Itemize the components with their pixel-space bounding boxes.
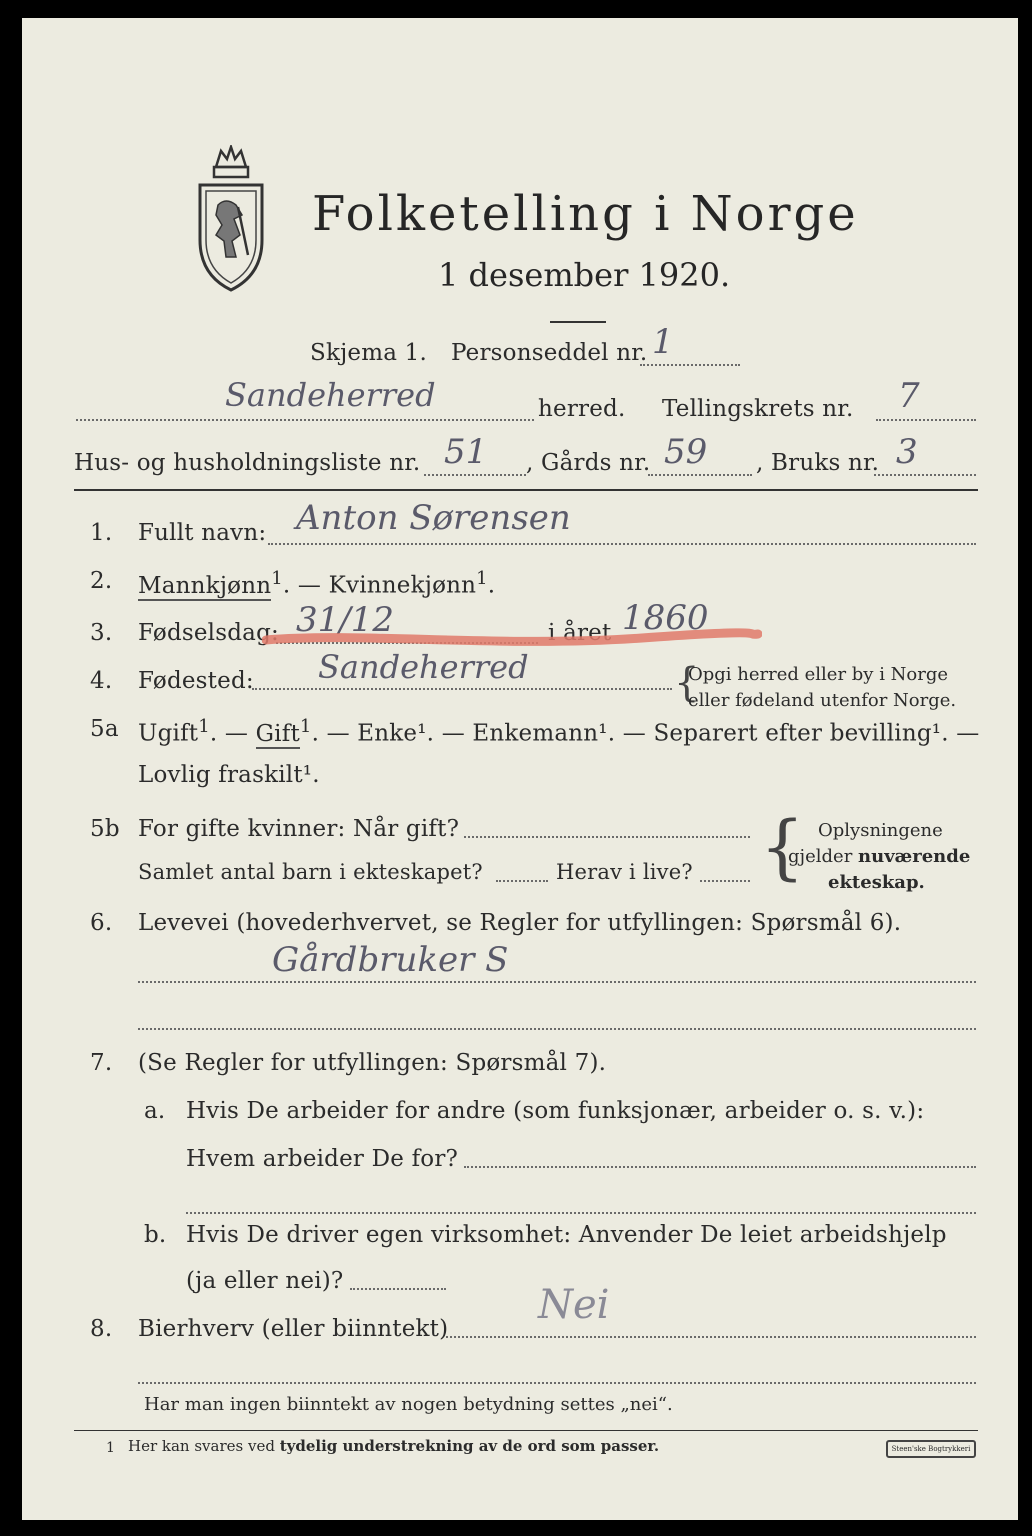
- tellingskrets-label: Tellingskrets nr.: [662, 396, 854, 422]
- q5b-brace: {: [760, 806, 805, 888]
- q3-birthday-value[interactable]: 31/12: [296, 600, 394, 640]
- q5b-children-field[interactable]: [496, 880, 548, 882]
- q5a-line2[interactable]: Lovlig fraskilt¹.: [138, 762, 320, 788]
- q4-birthplace-value[interactable]: Sandeherred: [318, 648, 529, 686]
- title-divider: [550, 321, 606, 323]
- hus-value[interactable]: 51: [444, 432, 488, 472]
- q5b-note-line3: ekteskap.: [828, 872, 925, 893]
- bruks-field[interactable]: [874, 474, 976, 476]
- herred-field[interactable]: [76, 419, 534, 421]
- footnote-text-plain: Her kan svares ved: [128, 1437, 275, 1455]
- q2-sup-1: 1: [271, 568, 283, 589]
- q5b-children-label: Samlet antal barn i ekteskapet?: [138, 860, 483, 884]
- footer-rule: [74, 1430, 978, 1431]
- q5a-ugift[interactable]: Ugift: [138, 720, 199, 747]
- q5a-sup: 1: [198, 716, 210, 737]
- q5b-note-line1: Oplysningene: [818, 820, 943, 841]
- q7-number: 7.: [90, 1050, 113, 1076]
- q8-number: 8.: [90, 1316, 113, 1342]
- q5b-married-field[interactable]: [464, 836, 750, 838]
- q3-label: Fødselsdag:: [138, 620, 279, 646]
- q5a-sup-2: 1: [299, 716, 312, 737]
- q7b-line2: (ja eller nei)?: [186, 1268, 344, 1294]
- q7b-letter: b.: [144, 1222, 167, 1248]
- q3-year-value[interactable]: 1860: [622, 598, 709, 638]
- q5b-alive-label: Herav i live?: [556, 860, 693, 884]
- footnote-number: 1: [106, 1440, 115, 1456]
- tellingskrets-field[interactable]: [876, 419, 976, 421]
- q2-options[interactable]: [138, 568, 495, 599]
- q2-end: .: [487, 572, 496, 599]
- q4-number: 4.: [90, 668, 113, 694]
- tellingskrets-value[interactable]: 7: [898, 376, 920, 416]
- personseddel-field[interactable]: [640, 364, 740, 366]
- bruks-value[interactable]: 3: [896, 432, 918, 472]
- q1-name-field[interactable]: [268, 543, 976, 545]
- q2-number: 2.: [90, 568, 113, 594]
- q2-sup-2: 1: [476, 568, 488, 589]
- q4-note-line1: Opgi herred eller by i Norge: [688, 664, 949, 685]
- q6-number: 6.: [90, 910, 113, 936]
- herred-value[interactable]: Sandeherred: [225, 376, 436, 414]
- q7a-employer-field[interactable]: [464, 1166, 976, 1168]
- footnote-text-bold: tydelig understrekning av de ord som passer.: [279, 1437, 660, 1455]
- gards-label: , Gårds nr.: [526, 450, 651, 476]
- q5b-alive-field[interactable]: [700, 880, 750, 882]
- footer-note: Har man ingen biinntekt av nogen betydning settes „nei“.: [144, 1394, 673, 1415]
- herred-label: herred.: [538, 396, 626, 422]
- skjema-label: Skjema 1.: [310, 340, 428, 366]
- gards-value[interactable]: 59: [664, 432, 708, 472]
- q7b-answer-value[interactable]: Nei: [538, 1282, 610, 1328]
- q2-kvinnekjonn[interactable]: Kvinnekjønn: [328, 572, 477, 599]
- q8-field-2[interactable]: [138, 1382, 976, 1384]
- q7a-letter: a.: [144, 1098, 166, 1124]
- q5b-note-bold: nuværende: [858, 846, 971, 867]
- personseddel-label: Personseddel nr.: [451, 340, 648, 366]
- q5b-married-label: For gifte kvinner: Når gift?: [138, 816, 460, 842]
- q3-number: 3.: [90, 620, 113, 646]
- q7a-line2: Hvem arbeider De for?: [186, 1146, 459, 1172]
- printer-stamp-text: Steen'ske Bogtrykkeri: [891, 1445, 971, 1453]
- q1-name-value[interactable]: Anton Sørensen: [296, 498, 571, 538]
- q7-label: (Se Regler for utfyllingen: Spørsmål 7).: [138, 1050, 607, 1076]
- q8-label: Bierhverv (eller biinntekt): [138, 1316, 449, 1342]
- bruks-label: , Bruks nr.: [756, 450, 880, 476]
- q3-year-label: i året: [548, 620, 612, 646]
- q7a-line1: Hvis De arbeider for andre (som funksjonær, arbeider o. s. v.):: [186, 1098, 925, 1124]
- q7a-employer-field-2[interactable]: [186, 1212, 976, 1214]
- q6-occupation-value[interactable]: Gårdbruker S: [272, 940, 509, 980]
- q6-occupation-field-1[interactable]: [138, 981, 976, 983]
- q7b-line1: Hvis De driver egen virksomhet: Anvender De leiet arbeidshjelp: [186, 1222, 947, 1248]
- q2-sep: . —: [282, 572, 329, 599]
- q5b-note-line2: [788, 846, 970, 867]
- q4-note-line2: eller fødeland utenfor Norge.: [688, 690, 957, 711]
- personseddel-value[interactable]: 1: [652, 322, 674, 362]
- footnote-text: [128, 1437, 659, 1455]
- q1-label: Fullt navn:: [138, 520, 267, 546]
- header-rule: [74, 489, 978, 491]
- q1-number: 1.: [90, 520, 113, 546]
- q5a-sep: . —: [209, 720, 256, 747]
- q8-field[interactable]: [446, 1336, 976, 1338]
- q5a-options[interactable]: [138, 716, 979, 747]
- printer-stamp: [886, 1440, 976, 1458]
- q6-label: Levevei (hovederhvervet, se Regler for utfyllingen: Spørsmål 6).: [138, 910, 902, 936]
- q5b-number: 5b: [90, 816, 120, 842]
- q4-brace: {: [674, 660, 700, 706]
- q5a-number: 5a: [90, 716, 119, 742]
- q4-label: Fødested:: [138, 668, 254, 694]
- q5a-rest[interactable]: . — Enke¹. — Enkemann¹. — Separert efter bevilling¹. —: [311, 720, 980, 747]
- census-date: 1 desember 1920.: [438, 256, 731, 294]
- q7b-answer-field[interactable]: [350, 1288, 446, 1290]
- q2-mannkjonn-underlined[interactable]: Mannkjønn: [138, 572, 272, 599]
- q4-birthplace-field[interactable]: [252, 688, 672, 690]
- q5b-note-gjelder: gjelder: [788, 846, 853, 867]
- hus-label: Hus- og husholdningsliste nr.: [74, 450, 421, 476]
- form-title: Folketelling i Norge: [312, 186, 859, 242]
- coat-of-arms-icon: [186, 145, 276, 295]
- q6-occupation-field-2[interactable]: [138, 1028, 976, 1030]
- gards-field[interactable]: [648, 474, 752, 476]
- hus-field[interactable]: [424, 474, 526, 476]
- q5a-gift-underlined[interactable]: Gift: [255, 720, 300, 747]
